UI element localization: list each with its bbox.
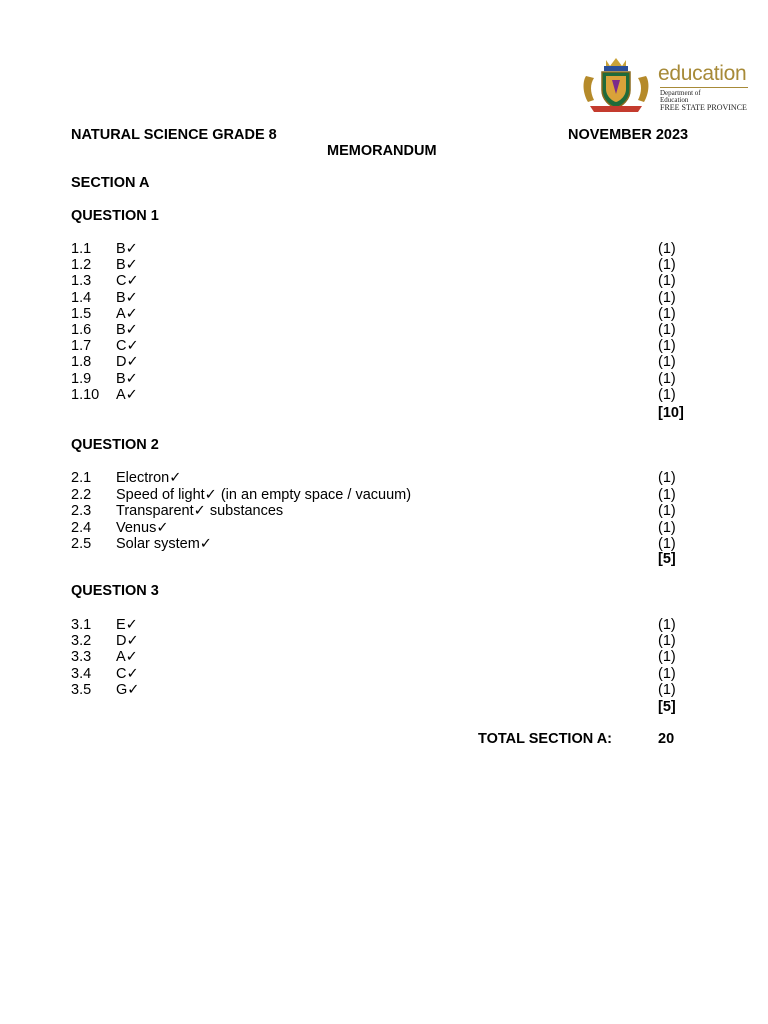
logo-wordmark: education [658,62,747,85]
mark-value: (1) [658,354,676,371]
subject-heading: NATURAL SCIENCE GRADE 8 [71,127,277,143]
question-number: 3.5 [71,681,92,698]
answer-row [71,338,691,354]
answer-row [71,470,691,486]
question-number: 2.5 [71,536,92,552]
answer-row [71,633,691,649]
answer-row [71,487,691,503]
answer-row [71,666,691,682]
answer-text: Solar system✓ [116,536,212,552]
answer-text: B✓ [116,289,138,306]
mark-value: (1) [658,649,676,666]
answer-text: B✓ [116,322,138,338]
mark-value: (1) [658,322,676,338]
question-number: 1.10 [71,386,100,403]
question-number: 1.4 [71,289,92,306]
answer-row [71,273,691,289]
mark-value: (1) [658,289,676,306]
answer-text: C✓ [116,273,139,290]
mark-value: (1) [658,470,676,486]
answer-row [71,617,691,633]
answer-text: Electron✓ [116,470,182,486]
answer-text: A✓ [116,649,138,666]
answer-text: A✓ [116,305,138,322]
question-number: 2.3 [71,503,92,519]
mark-value: (1) [658,617,676,633]
mark-value: (1) [658,386,676,403]
answer-row [71,371,691,387]
answer-text: A✓ [116,386,138,403]
mark-value: (1) [658,536,676,552]
question-number: 3.3 [71,649,92,666]
answer-text: Speed of light✓ (in an empty space / vacuum) [116,486,412,503]
answer-row [71,290,691,306]
question-number: 3.2 [71,633,92,650]
answer-row [71,682,691,698]
question-number: 1.6 [71,322,92,338]
answer-text: B✓ [116,241,138,257]
question-2-total: [5] [658,551,676,567]
answer-row [71,241,691,257]
question-number: 1.7 [71,338,92,355]
answer-row [71,536,691,552]
education-logo [580,56,752,114]
section-a-heading: SECTION A [71,175,150,191]
mark-value: (1) [658,519,676,536]
question-number: 2.4 [71,519,92,536]
answer-row [71,257,691,273]
question-3-total: [5] [658,699,676,715]
question-number: 3.4 [71,665,92,682]
answer-text: Transparent✓ substances [116,503,284,519]
question-number: 1.8 [71,354,92,371]
mark-value: (1) [658,633,676,650]
question-3-heading: QUESTION 3 [71,583,159,599]
mark-value: (1) [658,486,676,503]
section-total-label: TOTAL SECTION A: [478,731,612,747]
answer-text: C✓ [116,338,139,355]
question-number: 2.1 [71,470,92,486]
mark-value: (1) [658,665,676,682]
answer-text: D✓ [116,633,139,650]
logo-divider [660,87,748,88]
mark-value: (1) [658,257,676,274]
logo-education-line: Education [660,96,689,104]
mark-value: (1) [658,681,676,698]
question-number: 2.2 [71,486,92,503]
answer-row [71,520,691,536]
question-number: 1.1 [71,241,92,257]
answer-row [71,649,691,665]
mark-value: (1) [658,370,676,387]
answer-text: B✓ [116,257,138,274]
exam-date: NOVEMBER 2023 [568,127,689,143]
answer-row [71,503,691,519]
question-number: 3.1 [71,617,92,633]
question-2-heading: QUESTION 2 [71,437,159,453]
mark-value: (1) [658,503,676,519]
logo-province-line: FREE STATE PROVINCE [660,103,747,112]
logo-department-line: Department of [660,89,701,97]
answer-text: G✓ [116,681,140,698]
answer-row [71,387,691,403]
answer-row [71,322,691,338]
question-number: 1.2 [71,257,92,274]
mark-value: (1) [658,305,676,322]
mark-value: (1) [658,241,676,257]
answer-text: Venus✓ [116,519,169,536]
coat-of-arms-icon [580,56,652,114]
question-number: 1.5 [71,305,92,322]
memorandum-title: MEMORANDUM [327,143,437,159]
answer-row [71,354,691,370]
answer-text: C✓ [116,665,139,682]
section-total-value: 20 [658,731,675,747]
question-1-heading: QUESTION 1 [71,208,159,224]
mark-value: (1) [658,273,676,290]
question-number: 1.3 [71,273,92,290]
answer-row [71,306,691,322]
question-number: 1.9 [71,370,92,387]
mark-value: (1) [658,338,676,355]
answer-text: B✓ [116,370,138,387]
answer-text: D✓ [116,354,139,371]
answer-text: E✓ [116,617,138,633]
question-1-total: [10] [658,405,684,421]
